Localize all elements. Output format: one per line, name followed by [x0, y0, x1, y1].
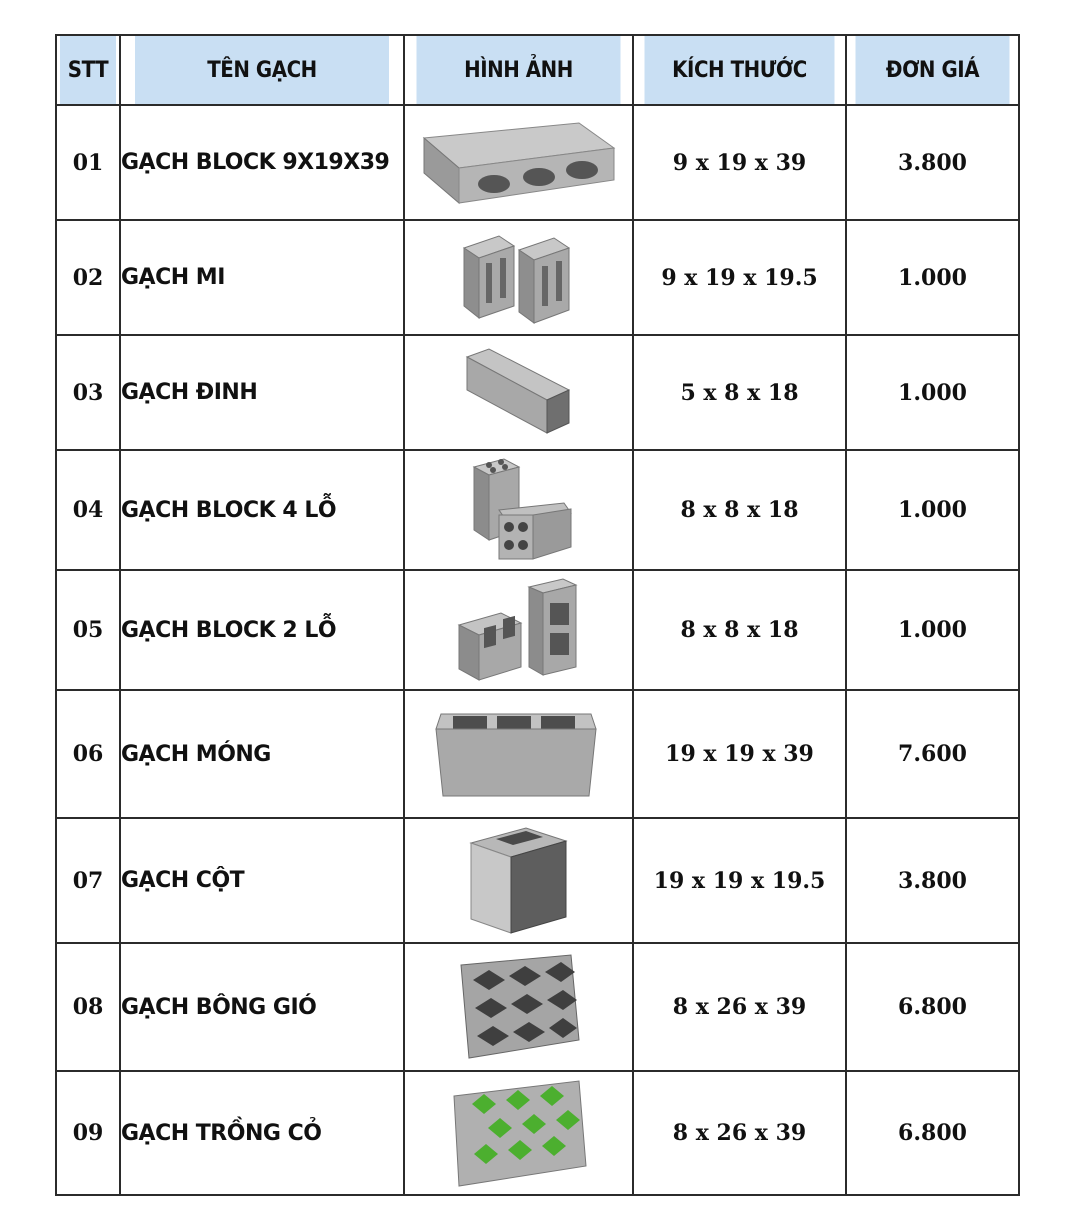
- row-stt: 02: [56, 220, 120, 335]
- row-stt: 06: [56, 690, 120, 818]
- row-price: 1.000: [846, 335, 1019, 450]
- header-row: [56, 35, 1019, 105]
- table-row: [56, 1071, 1019, 1195]
- half-block-pair-icon: [454, 228, 584, 328]
- header-price: ĐƠN GIÁ: [855, 35, 1011, 105]
- header-stt: STT: [59, 35, 117, 105]
- header-image: HÌNH ẢNH: [415, 35, 621, 105]
- row-price: 3.800: [846, 818, 1019, 943]
- row-stt: 07: [56, 818, 120, 943]
- row-stt: 01: [56, 105, 120, 220]
- row-size: 9 x 19 x 39: [633, 105, 846, 220]
- four-hole-block-icon: [459, 455, 579, 565]
- row-size: 19 x 19 x 19.5: [633, 818, 846, 943]
- table-row: [56, 220, 1019, 335]
- column-block-icon: [461, 823, 576, 938]
- ventilation-block-icon: [451, 950, 586, 1065]
- table-row: [56, 690, 1019, 818]
- row-name: GẠCH MI: [120, 220, 404, 335]
- row-name: GẠCH ĐINH: [120, 335, 404, 450]
- row-price: 1.000: [846, 450, 1019, 570]
- row-size: 19 x 19 x 39: [633, 690, 846, 818]
- row-price: 7.600: [846, 690, 1019, 818]
- row-name: GẠCH TRỒNG CỎ: [120, 1071, 404, 1195]
- row-stt: 03: [56, 335, 120, 450]
- header-size: KÍCH THƯỚC: [644, 35, 836, 105]
- table-row: [56, 105, 1019, 220]
- row-size: 5 x 8 x 18: [633, 335, 846, 450]
- row-name: GẠCH BÔNG GIÓ: [120, 943, 404, 1071]
- table-row: [56, 818, 1019, 943]
- foundation-block-icon: [431, 704, 606, 804]
- row-stt: 09: [56, 1071, 120, 1195]
- row-price: 1.000: [846, 220, 1019, 335]
- row-size: 8 x 8 x 18: [633, 570, 846, 690]
- solid-brick-icon: [459, 345, 579, 440]
- row-size: 9 x 19 x 19.5: [633, 220, 846, 335]
- row-size: 8 x 26 x 39: [633, 1071, 846, 1195]
- grass-paver-icon: [444, 1076, 594, 1191]
- header-name: TÊN GẠCH: [134, 35, 390, 105]
- table-row: [56, 450, 1019, 570]
- brick-price-table: [55, 34, 1020, 1196]
- table-row: [56, 335, 1019, 450]
- row-stt: 08: [56, 943, 120, 1071]
- row-price: 6.800: [846, 1071, 1019, 1195]
- row-stt: 05: [56, 570, 120, 690]
- row-price: 1.000: [846, 570, 1019, 690]
- row-name: GẠCH BLOCK 2 LỖ: [120, 570, 404, 690]
- table-row: [56, 943, 1019, 1071]
- row-name: GẠCH CỘT: [120, 818, 404, 943]
- row-stt: 04: [56, 450, 120, 570]
- row-name: GẠCH BLOCK 4 LỖ: [120, 450, 404, 570]
- table-row: [56, 570, 1019, 690]
- row-size: 8 x 8 x 18: [633, 450, 846, 570]
- row-price: 3.800: [846, 105, 1019, 220]
- row-price: 6.800: [846, 943, 1019, 1071]
- hollow-block-3-hole-icon: [419, 118, 619, 208]
- row-name: GẠCH MÓNG: [120, 690, 404, 818]
- two-hole-block-icon: [451, 575, 586, 685]
- row-size: 8 x 26 x 39: [633, 943, 846, 1071]
- row-name: GẠCH BLOCK 9X19X39: [120, 105, 404, 220]
